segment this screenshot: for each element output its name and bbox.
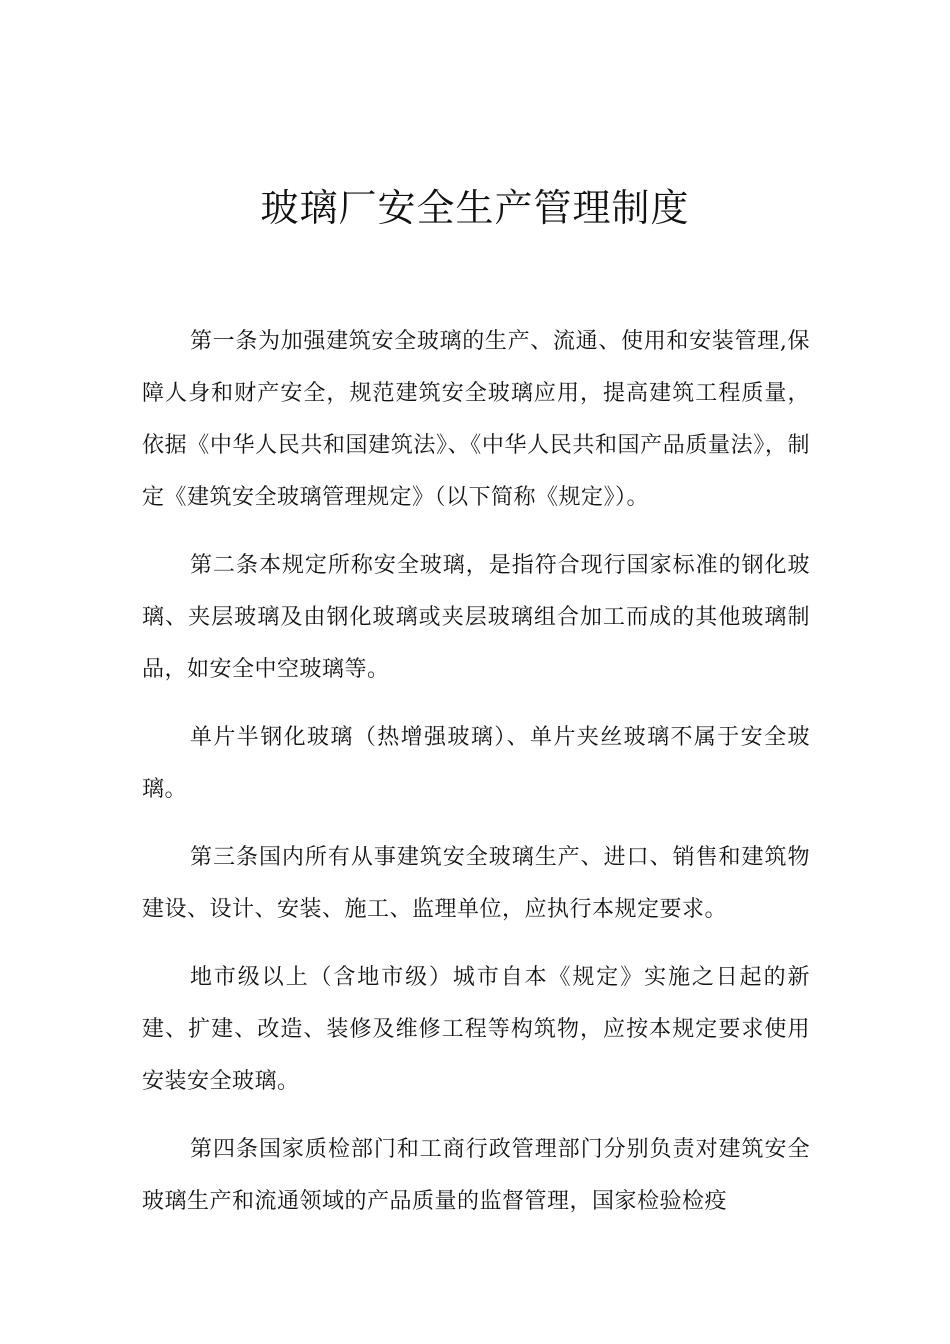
- paragraph-article-1: 第一条为加强建筑安全玻璃的生产、流通、使用和安装管理,保障人身和财产安全，规范建筑安全玻璃应用，提高建筑工程质量，依据《中华人民共和国建筑法》、《中华人民共和国产品质量法》，制定《建筑安全玻璃管理规定》（以下简称《规定》）。: [142, 329, 810, 510]
- paragraph-city-requirement: 地市级以上（含地市级）城市自本《规定》实施之日起的新建、扩建、改造、装修及维修工程等构筑物，应按本规定要求使用安装安全玻璃。: [142, 965, 810, 1094]
- paragraph-article-2: 第二条本规定所称安全玻璃，是指符合现行国家标准的钢化玻璃、夹层玻璃及由钢化玻璃或夹层玻璃组合加工而成的其他玻璃制品，如安全中空玻璃等。: [142, 553, 810, 682]
- paragraph-article-3: 第三条国内所有从事建筑安全玻璃生产、进口、销售和建筑物建设、设计、安装、施工、监理单位，应执行本规定要求。: [142, 845, 810, 922]
- paragraph-article-4: 第四条国家质检部门和工商行政管理部门分别负责对建筑安全玻璃生产和流通领域的产品质量的监督管理，国家检验检疫: [142, 1137, 810, 1214]
- document-title: 玻璃厂安全生产管理制度: [260, 186, 690, 230]
- paragraph-semi-tempered-note: 单片半钢化玻璃（热增强玻璃）、单片夹丝玻璃不属于安全玻璃。: [142, 725, 810, 802]
- document-body: [142, 316, 810, 1244]
